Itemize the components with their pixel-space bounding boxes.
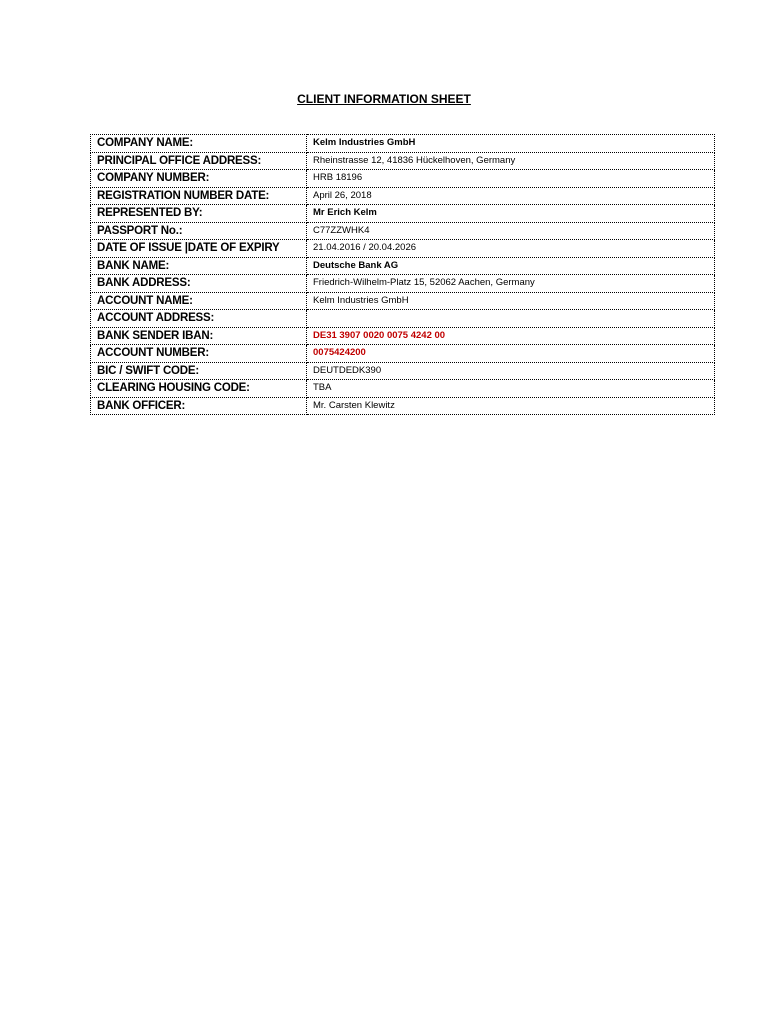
bank-name-value: Deutsche Bank AG [307, 257, 715, 275]
bank-sender-iban-value: DE31 3907 0020 0075 4242 00 [307, 327, 715, 345]
bank-officer-value: Mr. Carsten Klewitz [307, 397, 715, 415]
table-row-bank-name [91, 257, 715, 275]
table-row-date-of-issue-expiry [91, 240, 715, 258]
table-row-company-number [91, 170, 715, 188]
table-row-principal-office-address [91, 152, 715, 170]
account-name-label: ACCOUNT NAME: [91, 292, 307, 310]
client-info-table [90, 134, 715, 415]
table-row-registration-number-date [91, 187, 715, 205]
table-row-account-address [91, 310, 715, 328]
bank-officer-label: BANK OFFICER: [91, 397, 307, 415]
bank-address-label: BANK ADDRESS: [91, 275, 307, 293]
represented-by-value: Mr Erich Kelm [307, 205, 715, 223]
date-of-issue-expiry-label: DATE OF ISSUE |DATE OF EXPIRY [91, 240, 307, 258]
clearing-housing-code-label: CLEARING HOUSING CODE: [91, 380, 307, 398]
company-number-label: COMPANY NUMBER: [91, 170, 307, 188]
company-name-label: COMPANY NAME: [91, 135, 307, 153]
table-row-bic-swift-code [91, 362, 715, 380]
account-number-value: 0075424200 [307, 345, 715, 363]
clearing-housing-code-value: TBA [307, 380, 715, 398]
table-row-passport-no [91, 222, 715, 240]
table-row-company-name [91, 135, 715, 153]
passport-no-label: PASSPORT No.: [91, 222, 307, 240]
represented-by-label: REPRESENTED BY: [91, 205, 307, 223]
registration-number-date-label: REGISTRATION NUMBER DATE: [91, 187, 307, 205]
table-row-bank-address [91, 275, 715, 293]
principal-office-address-value: Rheinstrasse 12, 41836 Hückelhoven, Germany [307, 152, 715, 170]
table-row-clearing-housing-code [91, 380, 715, 398]
company-name-value: Kelm Industries GmbH [307, 135, 715, 153]
table-row-represented-by [91, 205, 715, 223]
account-number-label: ACCOUNT NUMBER: [91, 345, 307, 363]
passport-no-value: C77ZZWHK4 [307, 222, 715, 240]
account-address-value [307, 310, 715, 328]
account-name-value: Kelm Industries GmbH [307, 292, 715, 310]
table-row-bank-officer [91, 397, 715, 415]
registration-number-date-value: April 26, 2018 [307, 187, 715, 205]
company-number-value: HRB 18196 [307, 170, 715, 188]
bic-swift-code-value: DEUTDEDK390 [307, 362, 715, 380]
bank-sender-iban-label: BANK SENDER IBAN: [91, 327, 307, 345]
principal-office-address-label: PRINCIPAL OFFICE ADDRESS: [91, 152, 307, 170]
table-row-account-name [91, 292, 715, 310]
date-of-issue-expiry-value: 21.04.2016 / 20.04.2026 [307, 240, 715, 258]
account-address-label: ACCOUNT ADDRESS: [91, 310, 307, 328]
page-title: CLIENT INFORMATION SHEET [297, 92, 471, 106]
bank-address-value: Friedrich-Wilhelm-Platz 15, 52062 Aachen, Germany [307, 275, 715, 293]
table-row-account-number [91, 345, 715, 363]
table-row-bank-sender-iban [91, 327, 715, 345]
bic-swift-code-label: BIC / SWIFT CODE: [91, 362, 307, 380]
bank-name-label: BANK NAME: [91, 257, 307, 275]
